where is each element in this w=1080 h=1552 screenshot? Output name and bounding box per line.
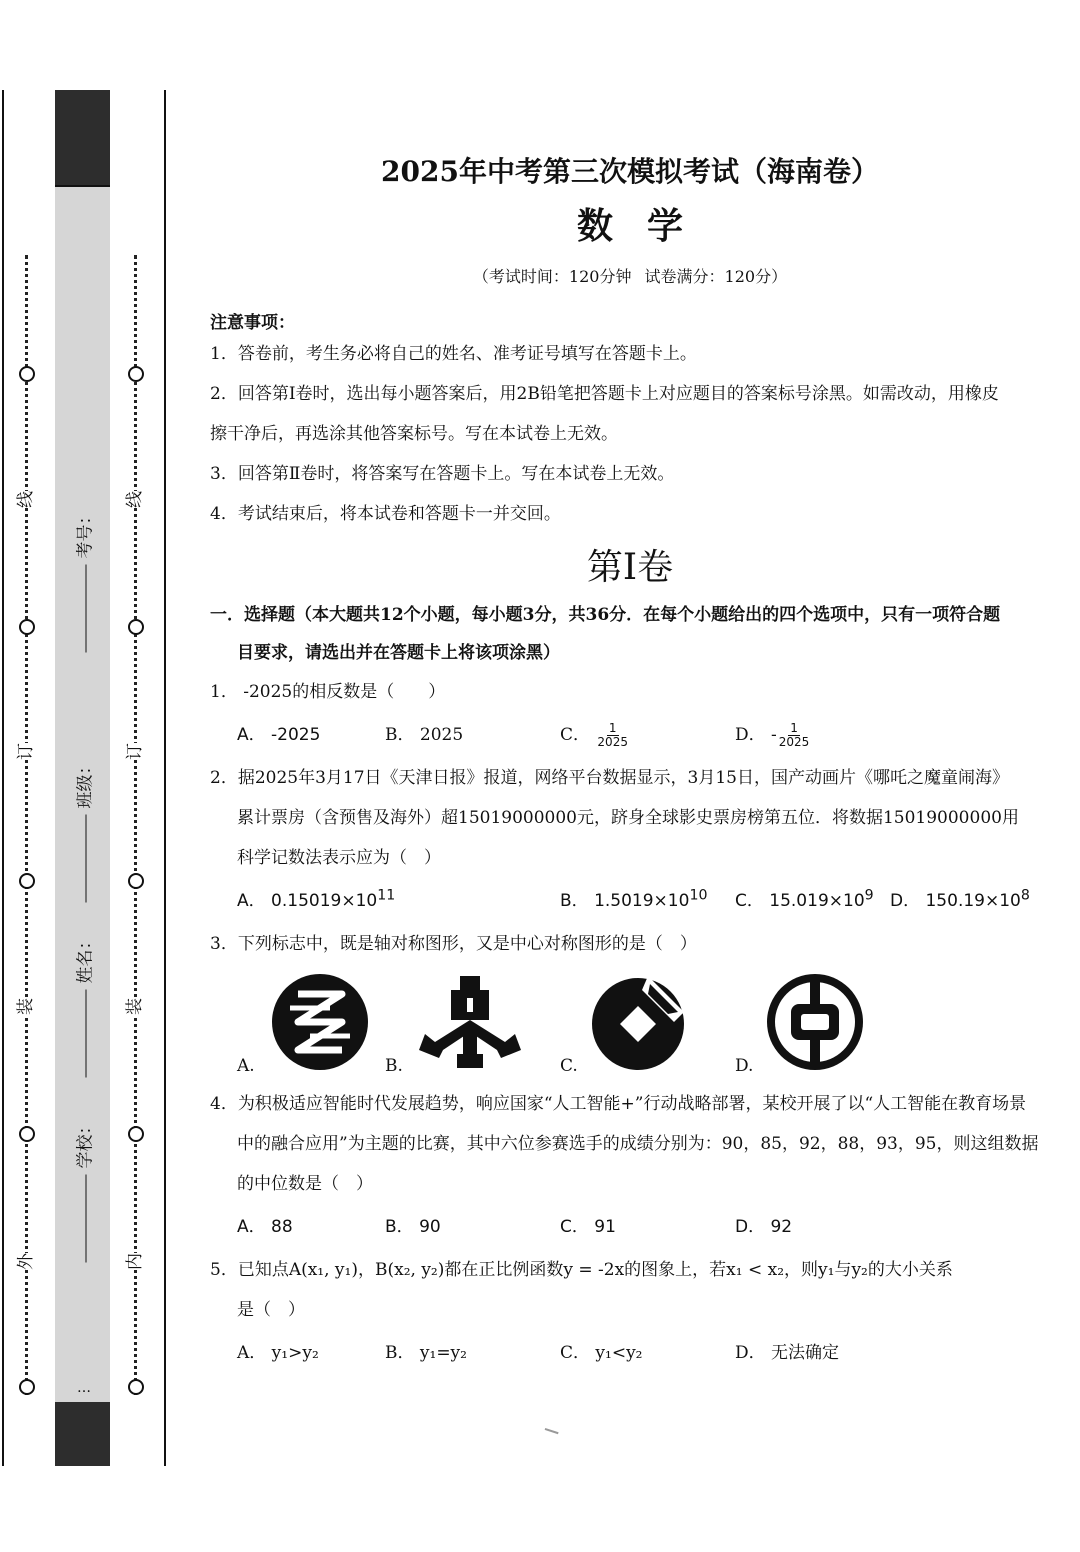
- strip-mark: …: [77, 1380, 91, 1396]
- fraction-denominator: 2025: [778, 735, 810, 749]
- exam-info: （考试时间：120分钟 试卷满分：120分）: [472, 267, 788, 286]
- binding-hole: [128, 1126, 144, 1142]
- fraction-numerator: 1: [608, 721, 617, 735]
- exponent: 9: [864, 887, 874, 904]
- option-b: B． 90: [385, 1217, 441, 1237]
- question-4-stem: 中的融合应用”为主题的比赛，其中六位参赛选手的成绩分别为：90，85，92，88，93，95，则这组数据: [237, 1134, 1039, 1154]
- question-3-logos: [210, 972, 1050, 1084]
- binding-hole: [19, 1126, 35, 1142]
- option-d: [890, 886, 1030, 911]
- binding-hole: [128, 1379, 144, 1395]
- fraction-numerator: 1: [790, 721, 798, 735]
- scan-mark: [543, 1428, 558, 1438]
- exam-content: [210, 150, 1050, 1376]
- notice-item: 擦干净后，再选涂其他答案标号。写在本试卷上无效。: [210, 424, 618, 444]
- field-underline: [85, 1175, 86, 1263]
- option-a: A． y₁>y₂: [237, 1343, 319, 1363]
- margin-char: 装: [16, 998, 36, 1015]
- left-dotted-line: [25, 255, 28, 1395]
- field-label: 学校：: [75, 1117, 96, 1169]
- logo-label-d: D.: [735, 1056, 754, 1076]
- field-label: 姓名：: [75, 932, 96, 984]
- notice-item: 3．回答第Ⅱ卷时，将答案写在答题卡上。写在本试卷上无效。: [210, 464, 675, 484]
- name-field: [71, 933, 96, 1078]
- question-2-stem: 科学记数法表示应为（ ）: [237, 848, 441, 868]
- school-field: [71, 1118, 96, 1263]
- notice-item: 2．回答第Ⅰ卷时，选出每小题答案后，用2B铅笔把答题卡上对应题目的答案标号涂黑。如需改动，用橡皮: [210, 384, 999, 404]
- option-c: [735, 886, 874, 911]
- strip-top-block: [55, 90, 110, 185]
- construction-bank-logo-icon: [588, 972, 688, 1072]
- right-dotted-line: [134, 255, 137, 1395]
- question-4-stem: 4．为积极适应智能时代发展趋势，响应国家“人工智能+”行动战略部署，某校开展了以“人工智能在教育场景: [210, 1094, 1027, 1114]
- binding-hole: [128, 366, 144, 382]
- question-1-stem: 1． -2025的相反数是（ ）: [210, 682, 446, 702]
- logo-label-a: A.: [237, 1056, 255, 1076]
- option-a-text: A． 0.15019×10: [237, 891, 378, 911]
- option-c: C． 91: [560, 1217, 616, 1237]
- question-5-options: [210, 1330, 1050, 1376]
- option-a: A． -2025: [237, 725, 321, 745]
- margin-char: 装: [125, 998, 145, 1015]
- question-2-options: [210, 878, 1050, 924]
- binding-hole: [19, 873, 35, 889]
- notice-item: 4．考试结束后，将本试卷和答题卡一并交回。: [210, 504, 561, 524]
- option-c-label: C．: [560, 725, 591, 745]
- china-mobile-logo-icon: [270, 972, 370, 1072]
- trefoil-logo-icon: [415, 972, 525, 1072]
- option-a: [237, 886, 395, 911]
- option-b: [560, 886, 707, 911]
- fraction: [597, 722, 628, 749]
- question-4-stem: 的中位数是（ ）: [237, 1174, 373, 1194]
- bank-of-china-logo-icon: [765, 972, 865, 1072]
- strip-bottom-block: [55, 1402, 110, 1466]
- option-c: C． y₁<y₂: [560, 1343, 643, 1363]
- exponent: 10: [689, 887, 708, 904]
- fraction-denominator: 2025: [597, 735, 628, 749]
- subject-title: 数学: [576, 205, 717, 247]
- margin-char: 外: [16, 1253, 36, 1270]
- option-a: A． 88: [237, 1217, 293, 1237]
- margin-char: 订: [16, 743, 36, 760]
- field-underline: [85, 815, 86, 903]
- margin-inner-line: [164, 90, 166, 1466]
- logo-label-c: C.: [560, 1056, 578, 1076]
- question-2-stem: 累计票房（含预售及海外）超15019000000元，跻身全球影史票房榜第五位．将数据15019000000用: [237, 808, 1019, 828]
- option-c-text: C． 15.019×10: [735, 891, 865, 911]
- margin-char: 线: [125, 491, 145, 508]
- notice-title: 注意事项：: [210, 313, 295, 333]
- option-d: [735, 720, 809, 749]
- exam-number-field: [71, 508, 96, 653]
- option-d: D． 无法确定: [735, 1343, 840, 1363]
- margin-char: 内: [125, 1253, 145, 1270]
- class-field: [71, 758, 96, 903]
- option-d: D． 92: [735, 1217, 793, 1237]
- option-d-label: D． -: [735, 725, 777, 745]
- question-1-options: [210, 712, 1050, 758]
- question-5-stem: 是（ ）: [237, 1300, 305, 1320]
- binding-hole: [128, 619, 144, 635]
- exam-title: 2025年中考第三次模拟考试（海南卷）: [381, 155, 879, 188]
- binding-hole: [128, 873, 144, 889]
- question-3-stem: 3．下列标志中，既是轴对称图形，又是中心对称图形的是（ ）: [210, 934, 697, 954]
- field-label: 班级：: [75, 757, 96, 809]
- option-d-text: D． 150.19×10: [890, 891, 1021, 911]
- binding-hole: [19, 1379, 35, 1395]
- logo-label-b: B.: [385, 1056, 403, 1076]
- margin-char: 订: [125, 743, 145, 760]
- section-title: 目要求，请选出并在答题卡上将该项涂黑）: [237, 643, 560, 663]
- field-underline: [85, 990, 86, 1078]
- binding-hole: [19, 366, 35, 382]
- field-label: 考号：: [75, 507, 96, 559]
- margin-outer-line: [2, 90, 4, 1466]
- margin-char: 线: [16, 491, 36, 508]
- fraction: [779, 722, 810, 749]
- binding-hole: [19, 619, 35, 635]
- binding-margin: [0, 90, 170, 1466]
- question-5-stem: 5．已知点A(x₁, y₁)，B(x₂, y₂)都在正比例函数y = -2x的图象上，若x₁ < x₂，则y₁与y₂的大小关系: [210, 1260, 953, 1280]
- exponent: 8: [1020, 887, 1030, 904]
- option-b-text: B． 1.5019×10: [560, 891, 690, 911]
- option-b: B． 2025: [385, 725, 464, 745]
- option-c: [560, 720, 628, 749]
- option-b: B． y₁=y₂: [385, 1343, 467, 1363]
- section-title: 一．选择题（本大题共12个小题，每小题3分，共36分．在每个小题给出的四个选项中，只有一项符合题: [210, 605, 1001, 625]
- notice-item: 1．答卷前，考生务必将自己的姓名、准考证号填写在答题卡上。: [210, 344, 697, 364]
- field-underline: [85, 565, 86, 653]
- exponent: 11: [377, 887, 396, 904]
- part-title: 第Ⅰ卷: [586, 547, 674, 588]
- question-4-options: [210, 1204, 1050, 1250]
- question-2-stem: 2．据2025年3月17日《天津日报》报道，网络平台数据显示，3月15日，国产动画片《哪吒之魔童闹海》: [210, 768, 1009, 788]
